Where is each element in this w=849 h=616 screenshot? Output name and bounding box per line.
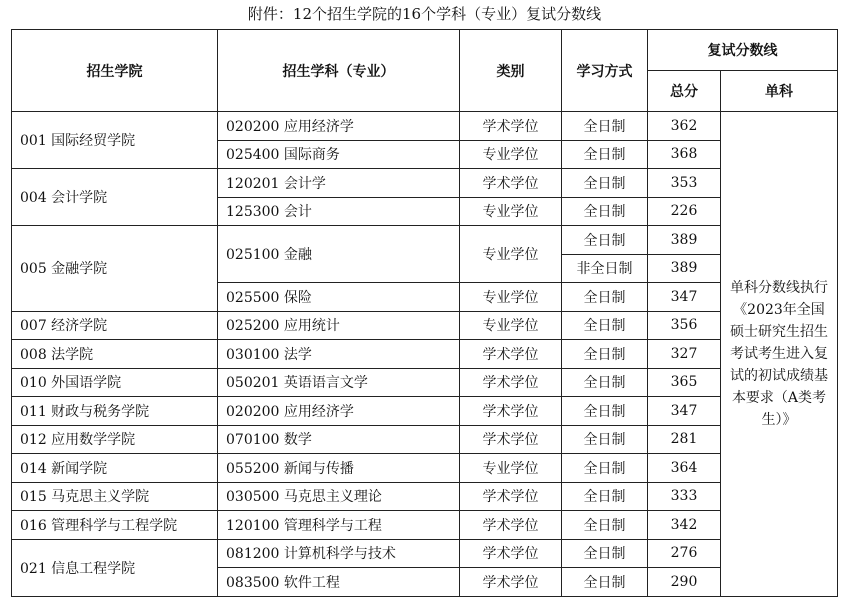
category-cell: 学术学位: [460, 169, 562, 198]
category-cell: 学术学位: [460, 425, 562, 454]
mode-cell: 全日制: [562, 539, 648, 568]
discipline-cell: 050201 英语语言文学: [218, 368, 460, 397]
total-cell: 389: [648, 254, 721, 283]
college-cell: 021 信息工程学院: [12, 539, 218, 596]
table-row: [12, 340, 838, 369]
discipline-cell: 025500 保险: [218, 283, 460, 312]
category-cell: 专业学位: [460, 311, 562, 340]
category-cell: 专业学位: [460, 283, 562, 312]
discipline-cell: 025400 国际商务: [218, 140, 460, 169]
mode-cell: 全日制: [562, 568, 648, 597]
discipline-cell: 020200 应用经济学: [218, 397, 460, 426]
category-cell: 学术学位: [460, 112, 562, 141]
category-cell: 专业学位: [460, 197, 562, 226]
table-row: [12, 368, 838, 397]
table-row: [12, 397, 838, 426]
mode-cell: 全日制: [562, 283, 648, 312]
total-cell: 365: [648, 368, 721, 397]
total-cell: 368: [648, 140, 721, 169]
header-single: 单科: [721, 71, 838, 112]
total-cell: 356: [648, 311, 721, 340]
college-cell: 012 应用数学学院: [12, 425, 218, 454]
mode-cell: 全日制: [562, 140, 648, 169]
total-cell: 290: [648, 568, 721, 597]
score-table: [11, 29, 838, 597]
college-cell: 005 金融学院: [12, 226, 218, 312]
college-cell: 015 马克思主义学院: [12, 482, 218, 511]
discipline-cell: 083500 软件工程: [218, 568, 460, 597]
header-discipline: 招生学科（专业）: [218, 30, 460, 112]
header-college: 招生学院: [12, 30, 218, 112]
single-subject-note: 单科分数线执行《2023年全国硕士研究生招生考试考生进入复试的初试成绩基本要求（A类考生）》: [721, 112, 838, 597]
total-cell: 389: [648, 226, 721, 255]
mode-cell: 全日制: [562, 197, 648, 226]
mode-cell: 全日制: [562, 368, 648, 397]
college-cell: 014 新闻学院: [12, 454, 218, 483]
college-cell: 011 财政与税务学院: [12, 397, 218, 426]
category-cell: 专业学位: [460, 140, 562, 169]
total-cell: 276: [648, 539, 721, 568]
discipline-cell: 120201 会计学: [218, 169, 460, 198]
discipline-cell: 125300 会计: [218, 197, 460, 226]
category-cell: 专业学位: [460, 226, 562, 283]
header-category: 类别: [460, 30, 562, 112]
table-row: [12, 511, 838, 540]
discipline-cell: 070100 数学: [218, 425, 460, 454]
college-cell: 007 经济学院: [12, 311, 218, 340]
mode-cell: 全日制: [562, 226, 648, 255]
college-cell: 016 管理科学与工程学院: [12, 511, 218, 540]
category-cell: 学术学位: [460, 340, 562, 369]
mode-cell: 全日制: [562, 454, 648, 483]
mode-cell: 全日制: [562, 340, 648, 369]
mode-cell: 全日制: [562, 311, 648, 340]
table-row: [12, 311, 838, 340]
mode-cell: 全日制: [562, 112, 648, 141]
category-cell: 学术学位: [460, 539, 562, 568]
category-cell: 学术学位: [460, 368, 562, 397]
mode-cell: 非全日制: [562, 254, 648, 283]
mode-cell: 全日制: [562, 482, 648, 511]
header-mode: 学习方式: [562, 30, 648, 112]
table-row: [12, 112, 838, 141]
discipline-cell: 030100 法学: [218, 340, 460, 369]
mode-cell: 全日制: [562, 511, 648, 540]
discipline-cell: 025200 应用统计: [218, 311, 460, 340]
mode-cell: 全日制: [562, 397, 648, 426]
mode-cell: 全日制: [562, 169, 648, 198]
total-cell: 353: [648, 169, 721, 198]
college-cell: 001 国际经贸学院: [12, 112, 218, 169]
table-row: [12, 226, 838, 255]
table-row: [12, 539, 838, 568]
college-cell: 010 外国语学院: [12, 368, 218, 397]
table-header-row: [12, 30, 838, 71]
table-row: [12, 482, 838, 511]
category-cell: 学术学位: [460, 397, 562, 426]
total-cell: 364: [648, 454, 721, 483]
table-row: [12, 425, 838, 454]
total-cell: 281: [648, 425, 721, 454]
total-cell: 333: [648, 482, 721, 511]
discipline-cell: 120100 管理科学与工程: [218, 511, 460, 540]
total-cell: 362: [648, 112, 721, 141]
header-total: 总分: [648, 71, 721, 112]
discipline-cell: 020200 应用经济学: [218, 112, 460, 141]
total-cell: 347: [648, 283, 721, 312]
discipline-cell: 055200 新闻与传播: [218, 454, 460, 483]
college-cell: 008 法学院: [12, 340, 218, 369]
table-row: [12, 454, 838, 483]
total-cell: 226: [648, 197, 721, 226]
category-cell: 学术学位: [460, 568, 562, 597]
discipline-cell: 030500 马克思主义理论: [218, 482, 460, 511]
discipline-cell: 025100 金融: [218, 226, 460, 283]
mode-cell: 全日制: [562, 425, 648, 454]
category-cell: 学术学位: [460, 511, 562, 540]
category-cell: 专业学位: [460, 454, 562, 483]
total-cell: 327: [648, 340, 721, 369]
college-cell: 004 会计学院: [12, 169, 218, 226]
table-row: [12, 169, 838, 198]
page-title: 附件：12个招生学院的16个学科（专业）复试分数线: [247, 5, 602, 23]
total-cell: 347: [648, 397, 721, 426]
discipline-cell: 081200 计算机科学与技术: [218, 539, 460, 568]
category-cell: 学术学位: [460, 482, 562, 511]
header-score-line: 复试分数线: [648, 30, 838, 71]
total-cell: 342: [648, 511, 721, 540]
